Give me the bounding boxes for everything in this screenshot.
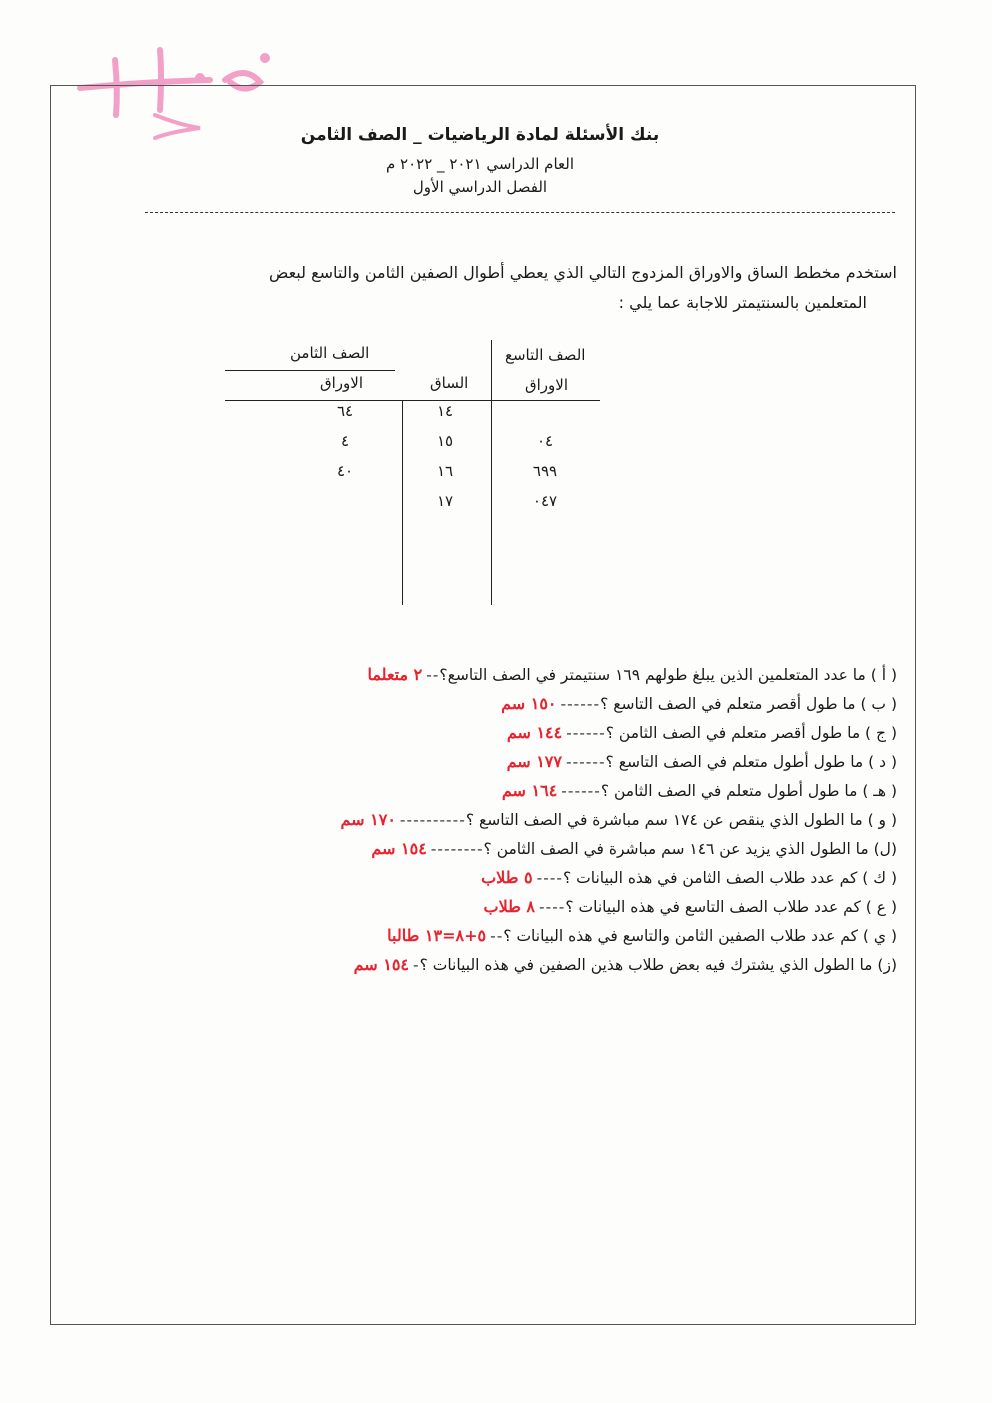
answer-line: -------- (430, 840, 484, 858)
question-text: ( د ) ما طول أطول متعلم في الصف التاسع ؟ (605, 753, 897, 771)
divider (145, 212, 895, 213)
question-c (137, 718, 897, 747)
answer-line: -- (426, 666, 440, 684)
question-z (137, 950, 897, 979)
handwritten-answer: ١٥٠ سم (501, 694, 557, 713)
table-row-2-right: ٠٤ (536, 432, 554, 450)
answer-line: ------ (561, 782, 601, 800)
intro-paragraph (127, 258, 897, 318)
question-w (137, 805, 897, 834)
question-text: ( ب ) ما طول أقصر متعلم في الصف التاسع ؟ (600, 695, 897, 713)
question-y (137, 921, 897, 950)
question-text: ( أ ) ما عدد المتعلمين الذين يبلغ طولهم ١٦٩ سنتيمتر في الصف التاسع؟ (439, 666, 897, 684)
question-text: ( ج ) ما طول أقصر متعلم في الصف الثامن ؟ (605, 724, 897, 742)
questions-list (137, 660, 897, 979)
question-ain (137, 892, 897, 921)
handwritten-answer: ٥+٨=١٣ طالبا (387, 926, 487, 945)
handwritten-answer: ١٧٧ سم (506, 752, 562, 771)
grade9-heading: الصف التاسع (505, 346, 586, 364)
intro-line-1: استخدم مخطط الساق والاوراق المزدوج التالي الذي يعطي أطوال الصفين الثامن والتاسع لبعض (268, 263, 897, 282)
question-d (137, 747, 897, 776)
table-row-1-left: ٦٤ (336, 402, 354, 420)
handwritten-answer: ١٦٤ سم (501, 781, 558, 800)
answer-line: ---- (539, 898, 566, 916)
handwritten-answer: ٥ طلاب (481, 868, 533, 887)
grade8-leaves-heading: الاوراق (320, 374, 364, 392)
answer-line: ------ (560, 695, 601, 713)
question-text: ( ع ) كم عدد طلاب الصف التاسع في هذه البيانات ؟ (565, 898, 897, 916)
answer-line: ---------- (399, 811, 466, 829)
table-row-4-right: ٠٤٧ (532, 492, 558, 510)
answer-line: -- (490, 927, 504, 945)
stem-heading: الساق (430, 374, 469, 392)
handwritten-answer: ١٥٤ سم (353, 955, 409, 974)
handwritten-answer: ٨ طلاب (483, 897, 536, 916)
table-underline-header (225, 400, 600, 401)
page-title: بنك الأسئلة لمادة الرياضيات _ الصف الثامن (300, 125, 660, 145)
table-divider-left (402, 400, 403, 605)
table-row-1-stem: ١٤ (436, 402, 454, 420)
question-text: ( ي ) كم عدد طلاب الصفين الثامن والتاسع في هذه البيانات ؟ (503, 927, 897, 945)
answer-line: ---- (536, 869, 563, 887)
question-l (137, 834, 897, 863)
question-k (137, 863, 897, 892)
intro-line-2: المتعلمين بالسنتيمتر للاجابة عما يلي : (618, 293, 867, 312)
handwritten-answer: ٢ متعلما (367, 665, 423, 684)
table-row-3-right: ٦٩٩ (532, 462, 558, 480)
grade8-heading: الصف الثامن (290, 344, 370, 362)
grade9-leaves-heading: الاوراق (525, 376, 569, 394)
answer-line: ------ (566, 724, 606, 742)
table-row-2-stem: ١٥ (436, 432, 454, 450)
question-h (137, 776, 897, 805)
table-row-3-stem: ١٦ (436, 462, 454, 480)
question-text: ( و ) ما الطول الذي ينقص عن ١٧٤ سم مباشرة في الصف التاسع ؟ (465, 811, 897, 829)
question-text: ( هـ ) ما طول أطول متعلم في الصف الثامن ؟ (600, 782, 897, 800)
answer-line: - (413, 956, 420, 974)
question-text: (ل) ما الطول الذي يزيد عن ١٤٦ سم مباشرة في الصف الثامن ؟ (483, 840, 897, 858)
question-a (137, 660, 897, 689)
handwritten-answer: ١٧٠ سم (340, 810, 396, 829)
handwritten-answer: ١٥٤ سم (371, 839, 427, 858)
academic-term: الفصل الدراسي الأول (412, 178, 548, 196)
table-divider-right (491, 340, 492, 605)
table-row-2-left: ٤ (340, 432, 350, 450)
question-text: (ز) ما الطول الذي يشترك فيه بعض طلاب هذين الصفين في هذه البيانات ؟ (419, 956, 897, 974)
academic-year: العام الدراسي ٢٠٢١ _ ٢٠٢٢ م (385, 155, 575, 173)
table-underline-left (225, 370, 395, 371)
stem-leaf-table (220, 340, 620, 610)
handwritten-answer: ١٤٤ سم (506, 723, 563, 742)
question-text: ( ك ) كم عدد طلاب الصف الثامن في هذه البيانات ؟ (563, 869, 897, 887)
question-b (137, 689, 897, 718)
table-row-3-left: ٤٠ (336, 462, 354, 480)
answer-line: ------ (565, 753, 606, 771)
table-row-4-stem: ١٧ (436, 492, 454, 510)
